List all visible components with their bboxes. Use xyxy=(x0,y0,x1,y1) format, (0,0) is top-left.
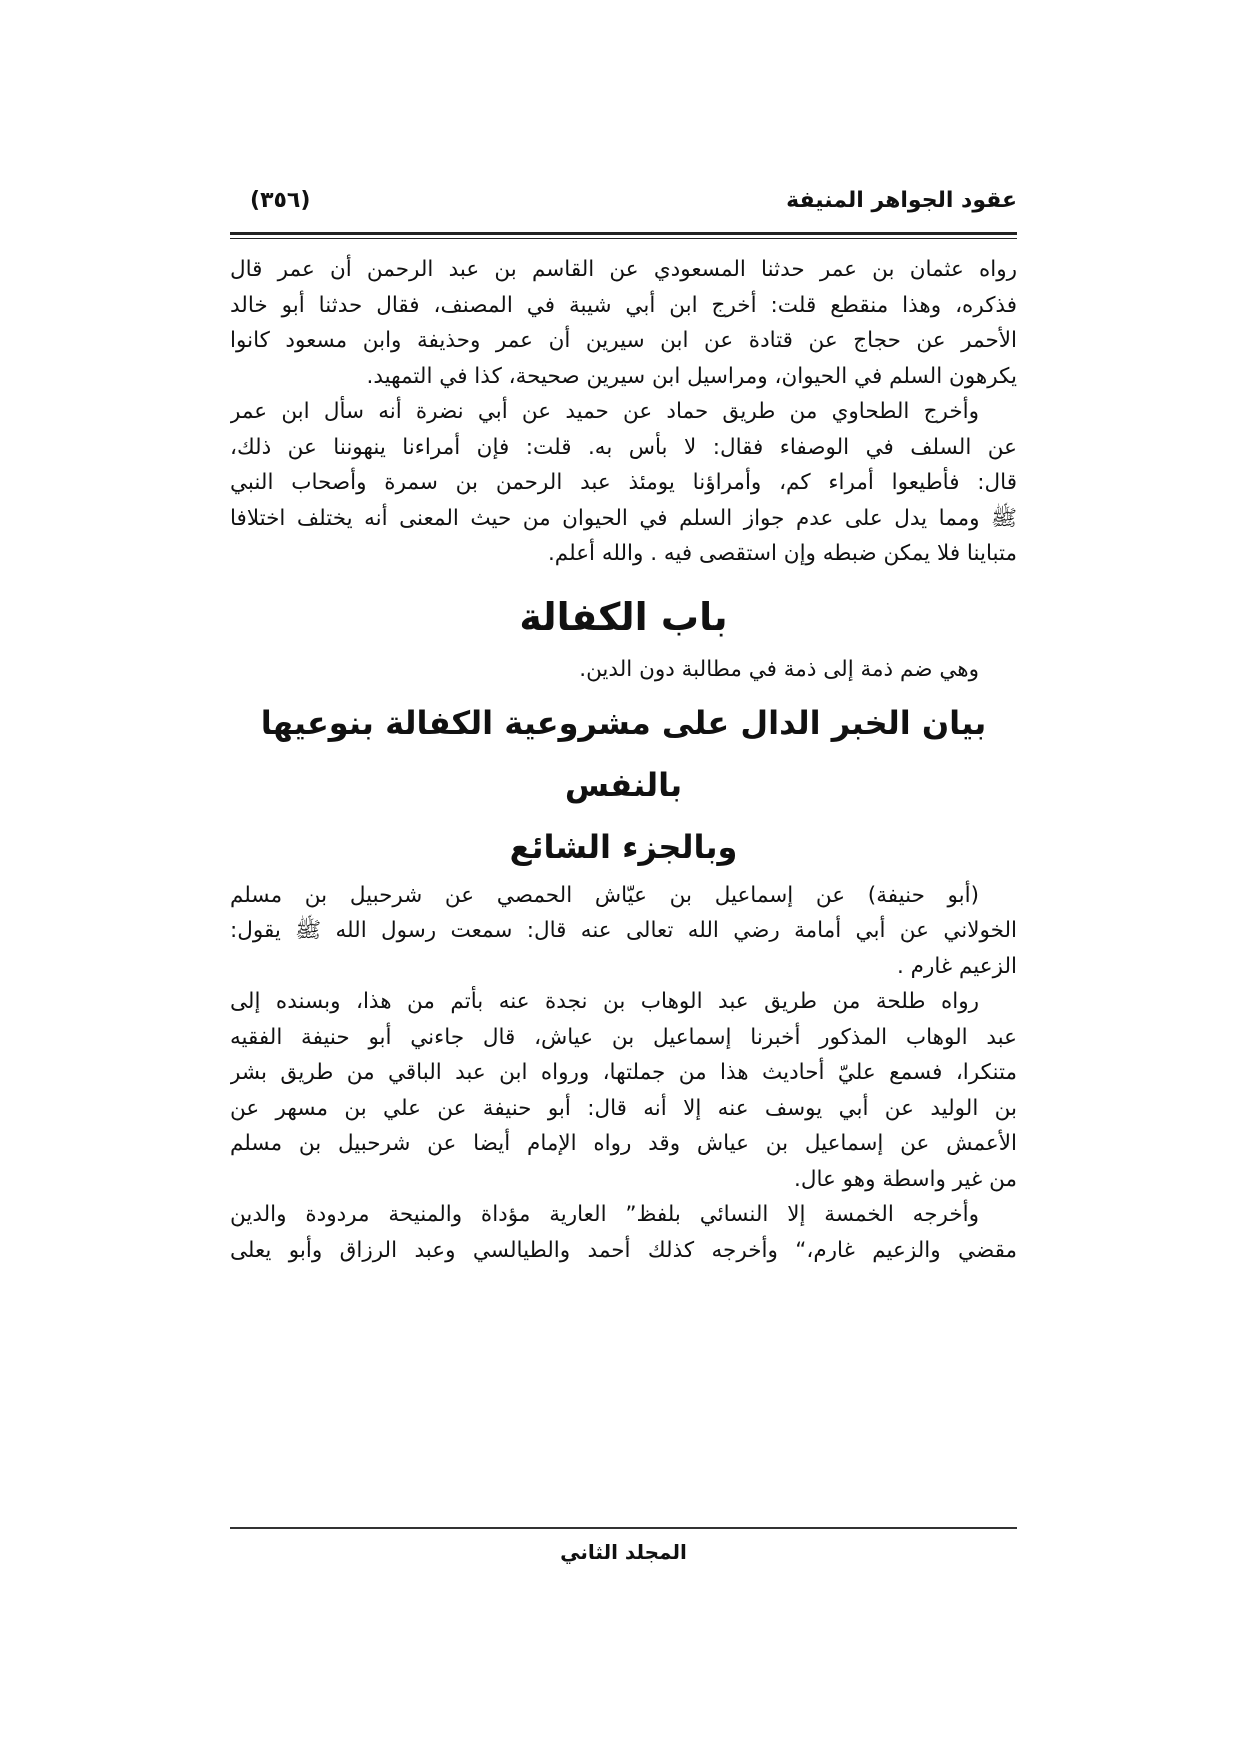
text-line: فذكره، وهذا منقطع قلت: أخرج ابن أبي شيبة في المصنف، فقال حدثنا أبو خالد xyxy=(230,292,1017,318)
chapter-title: باب الكفالة xyxy=(519,594,728,639)
header-rule-thin xyxy=(230,238,1017,239)
chapter-definition: وهي ضم ذمة إلى ذمة في مطالبة دون الدين. xyxy=(579,656,979,682)
text-line: الزعيم غارم . xyxy=(896,953,1017,979)
footer-rule xyxy=(230,1527,1017,1529)
text-line: متنكرا، فسمع عليّ أحاديث هذا من جملتها، ورواه ابن عبد الباقي من طريق بشر xyxy=(230,1060,1017,1085)
text-line: (أبو حنيفة) عن إسماعيل بن عيّاش الحمصي عن شرحبيل بن مسلم xyxy=(230,882,979,908)
paragraph-4 xyxy=(230,984,1017,1197)
text-line: بن الوليد عن أبي يوسف عنه إلا أنه قال: أبو حنيفة عن علي بن مسهر عن xyxy=(230,1095,1017,1121)
text-line: عبد الوهاب المذكور أخبرنا إسماعيل بن عياش، قال جاءني أبو حنيفة الفقيه xyxy=(230,1024,1017,1050)
text-line: وأخرج الطحاوي من طريق حماد عن حميد عن أبي نضرة أنه سأل ابن عمر xyxy=(230,399,979,424)
text-line: رواه طلحة من طريق عبد الوهاب بن نجدة عنه بأتم من هذا، وبسنده إلى xyxy=(230,989,979,1014)
text-line: قال: فأطيعوا أمراء كم، وأمراؤنا يومئذ عبد الرحمن بن سمرة وأصحاب النبي xyxy=(230,470,1017,495)
volume-label: المجلد الثاني xyxy=(560,1540,687,1564)
page-body xyxy=(230,252,1017,1268)
text-line: عن السلف في الوصفاء فقال: لا بأس به. قلت: فإن أمراءنا ينهوننا عن ذلك، xyxy=(230,434,1017,460)
paragraph-1 xyxy=(230,252,1017,394)
header-rule-thick xyxy=(230,232,1017,235)
section-title-line-2: وبالجزء الشائع xyxy=(509,827,738,866)
paragraph-3 xyxy=(230,878,1017,985)
section-title-line-1: بيان الخبر الدال على مشروعية الكفالة بنوعيها بالنفس xyxy=(260,703,987,804)
page-number: (٣٥٦) xyxy=(250,188,311,213)
text-line: الأعمش عن إسماعيل بن عياش وقد رواه الإمام أيضا عن شرحبيل بن مسلم xyxy=(230,1131,1017,1156)
text-line: متباينا فلا يمكن ضبطه وإن استقصى فيه . والله أعلم. xyxy=(547,541,1017,566)
text-line: رواه عثمان بن عمر حدثنا المسعودي عن القاسم بن عبد الرحمن أن عمر قال xyxy=(230,257,1017,282)
text-line: من غير واسطة وهو عال. xyxy=(793,1166,1017,1192)
book-title: عقود الجواهر المنيفة xyxy=(786,188,1017,213)
text-line: يكرهون السلم في الحيوان، ومراسيل ابن سيرين صحيحة، كذا في التمهيد. xyxy=(366,363,1017,389)
running-header xyxy=(230,188,1017,228)
text-line: الخولاني عن أبي أمامة رضي الله تعالى عنه قال: سمعت رسول الله ﷺ يقول: xyxy=(230,918,1017,943)
text-line: وأخرجه الخمسة إلا النسائي بلفظ” العارية مؤداة والمنيحة مردودة والدين xyxy=(230,1202,979,1227)
text-line: الأحمر عن حجاج عن قتادة عن ابن سيرين أن عمر وحذيفة وابن مسعود كانوا xyxy=(230,328,1017,353)
text-line: مقضي والزعيم غارم،“ وأخرجه كذلك أحمد والطيالسي وعبد الرزاق وأبو يعلى xyxy=(230,1237,1017,1263)
paragraph-5 xyxy=(230,1197,1017,1268)
paragraph-2 xyxy=(230,394,1017,572)
text-line: ﷺ ومما يدل على عدم جواز السلم في الحيوان من حيث المعنى أنه يختلف اختلافا xyxy=(230,505,1017,531)
